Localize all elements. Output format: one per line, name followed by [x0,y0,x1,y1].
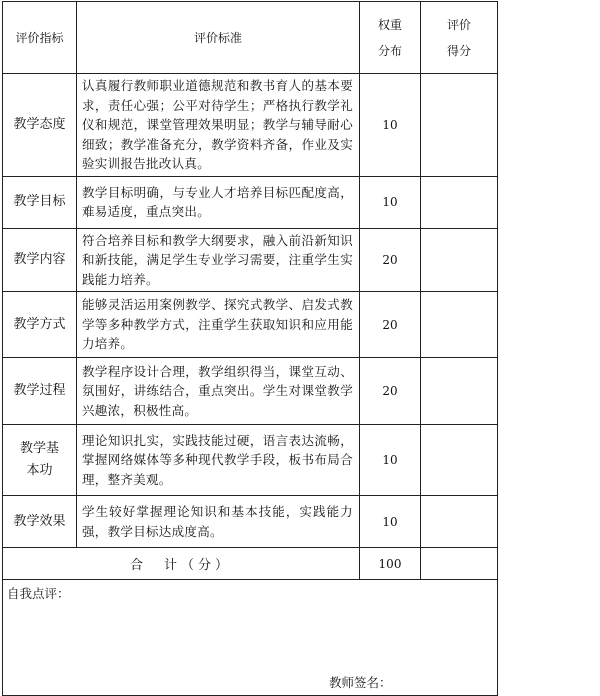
header-indicator: 评价指标 [3,2,77,74]
evaluation-table [2,1,498,696]
row-criteria: 认真履行教师职业道德规范和教书育人的基本要求，责任心强；公平对待学生；严格执行教学礼仪和规范，课堂管理效果明显；教学与辅导耐心细致；教学准备充分，教学资料齐备，作业及实验实训报告批改认真。 [77,74,360,177]
header-weight [360,2,421,74]
row-weight: 20 [360,358,421,425]
self-eval-label: 自我点评： [7,586,70,601]
table-row [3,176,498,228]
row-indicator-name: 教学内容 [3,228,77,292]
row-indicator-name: 教学效果 [3,496,77,548]
row-criteria: 能够灵活运用案例教学、探究式教学、启发式教学等多种教学方式，注重学生获取知识和应用能力培养。 [77,292,360,358]
header-score-line1: 评价 [446,17,471,32]
row-score-cell[interactable] [421,228,498,292]
row-weight: 20 [360,228,421,292]
header-weight-line2: 分布 [377,43,402,58]
table-row [3,292,498,358]
self-eval-row [3,580,498,696]
total-label: 合 计（分） [3,548,360,580]
row-indicator-name-line2: 本功 [26,463,53,478]
row-score-cell[interactable] [421,74,498,177]
row-score-cell[interactable] [421,292,498,358]
total-weight: 100 [360,548,421,580]
row-criteria: 学生较好掌握理论知识和基本技能，实践能力强，教学目标达成度高。 [77,496,360,548]
table-row [3,496,498,548]
total-score-cell[interactable] [421,548,498,580]
row-score-cell[interactable] [421,496,498,548]
row-weight: 10 [360,425,421,496]
row-weight: 20 [360,292,421,358]
self-eval-area[interactable] [3,580,498,696]
table-row [3,74,498,177]
row-score-cell[interactable] [421,425,498,496]
row-score-cell[interactable] [421,176,498,228]
row-criteria: 符合培养目标和教学大纲要求，融入前沿新知识和新技能，满足学生专业学习需要，注重学生实践能力培养。 [77,228,360,292]
header-weight-line1: 权重 [377,17,402,32]
row-indicator-name-line1: 教学基 [19,441,59,456]
header-score [421,2,498,74]
row-criteria: 理论知识扎实，实践技能过硬，语言表达流畅，掌握网络媒体等多种现代教学手段，板书布局合理，整齐美观。 [77,425,360,496]
row-indicator-name: 教学方式 [3,292,77,358]
row-indicator-name: 教学过程 [3,358,77,425]
row-weight: 10 [360,74,421,177]
row-criteria: 教学目标明确，与专业人才培养目标匹配度高，难易适度，重点突出。 [77,176,360,228]
row-weight: 10 [360,176,421,228]
row-criteria: 教学程序设计合理，教学组织得当，课堂互动、氛围好，讲练结合，重点突出。学生对课堂教学兴趣浓，积极性高。 [77,358,360,425]
signature-label: 教师签名： [329,675,392,690]
row-score-cell[interactable] [421,358,498,425]
row-indicator-name: 教学态度 [3,74,77,177]
table-row [3,228,498,292]
header-standard: 评价标准 [77,2,360,74]
table-row [3,425,498,496]
header-score-line2: 得分 [446,43,471,58]
table-row [3,358,498,425]
total-row [3,548,498,580]
row-weight: 10 [360,496,421,548]
row-indicator-name: 教学目标 [3,176,77,228]
header-row [3,2,498,74]
row-indicator-name [3,425,77,496]
